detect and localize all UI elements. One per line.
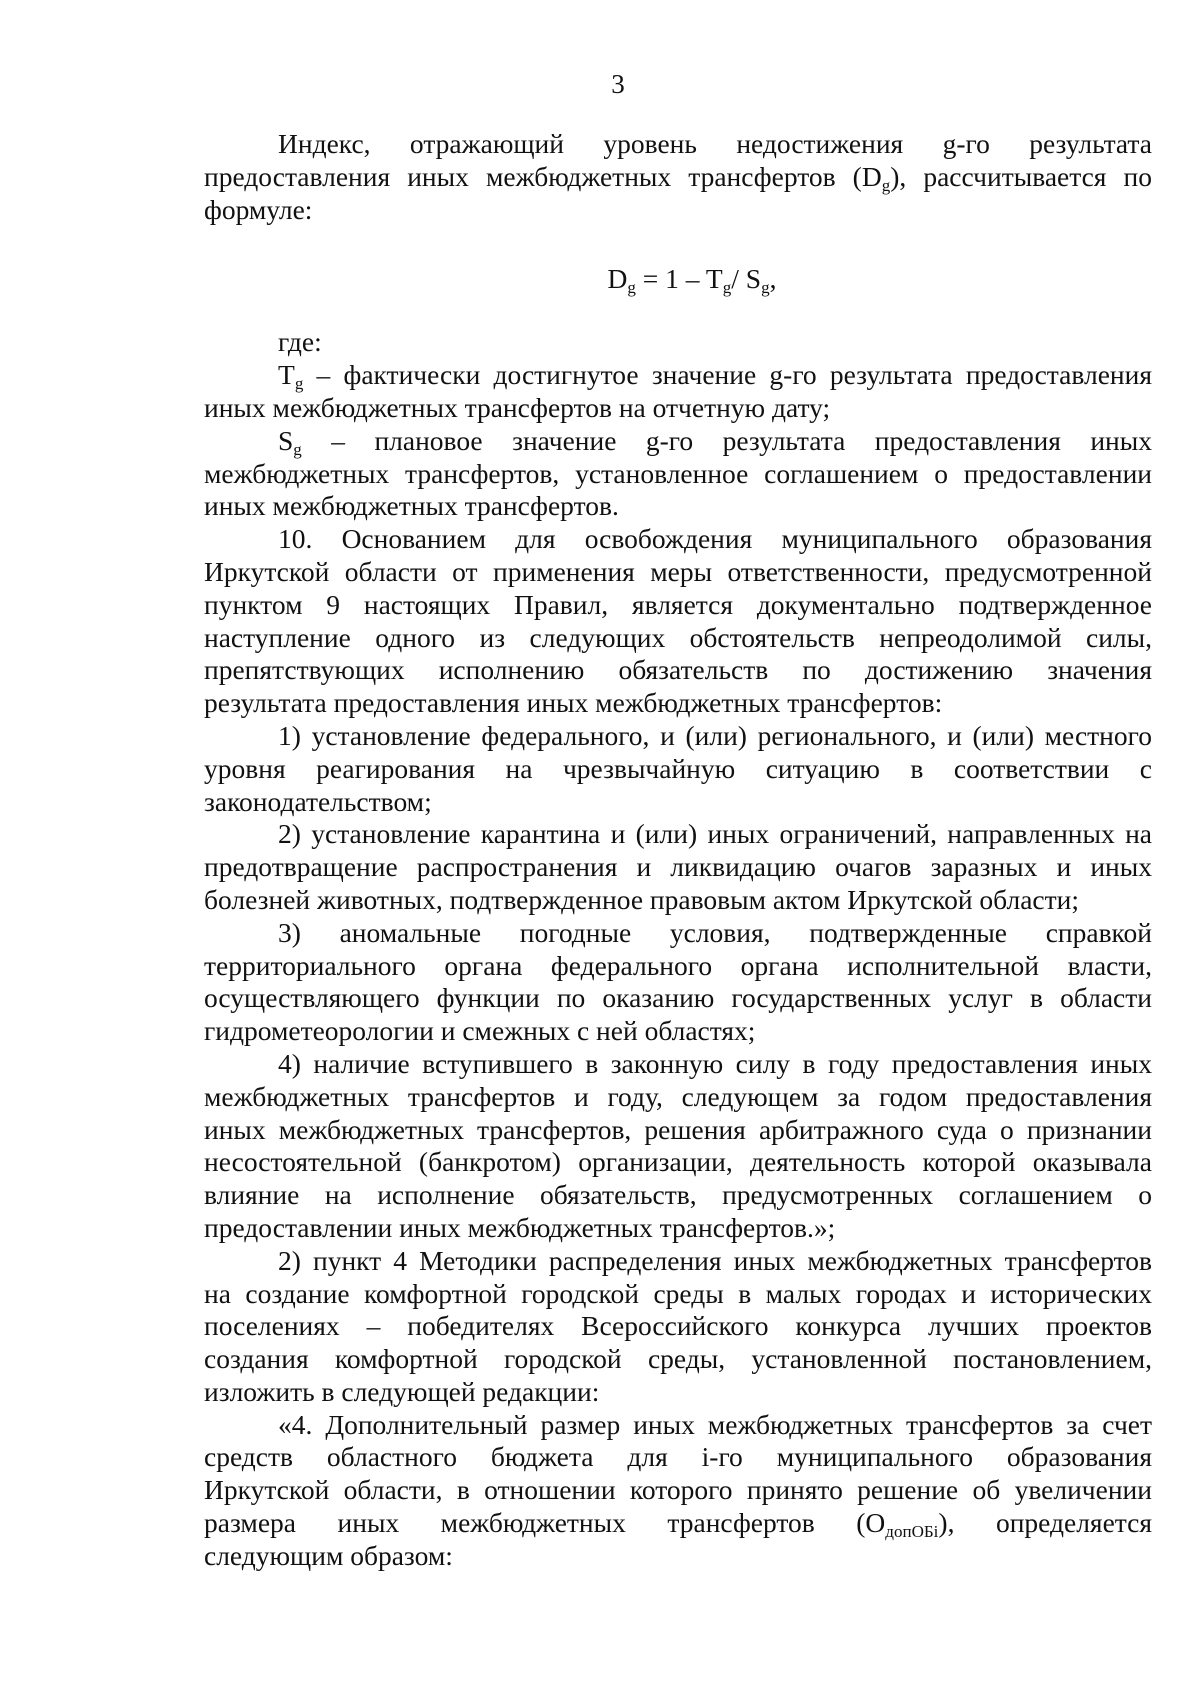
text-fragment: размера иных межбюджетных трансфертов (О	[204, 1507, 886, 1539]
text-line: 10. Основанием для освобождения муниципального образования	[278, 523, 1152, 555]
text-line: средств областного бюджета для i-го муниципального образования	[204, 1441, 1152, 1473]
subscript: g	[881, 175, 891, 195]
sg-definition	[204, 425, 1152, 523]
subscript: g	[722, 278, 732, 298]
text-line	[204, 425, 1152, 458]
text-line: 2) установление карантина и (или) иных ограничений, направленных на	[278, 818, 1152, 850]
text-fragment: ), определяется	[938, 1507, 1152, 1539]
text-line: Индекс, отражающий уровень недостижения g-го результата	[278, 128, 1152, 159]
text-line: наступление одного из следующих обстоятельств непреодолимой силы,	[204, 621, 1152, 653]
where-label: где:	[278, 326, 322, 358]
document-body	[204, 128, 1152, 1573]
text-line: изложить в следующей редакции:	[204, 1375, 600, 1407]
text-line: Иркутской области, в отношении которого принято решение об увеличении	[204, 1474, 1152, 1506]
text-line: влияние на исполнение обязательств, предусмотренных соглашением о	[204, 1179, 1152, 1211]
subscript: g	[761, 278, 770, 298]
text-line: 1) установление федерального, и (или) регионального, и (или) местного	[278, 719, 1152, 751]
formula-fragment: / S	[731, 263, 762, 295]
subscript: g	[627, 278, 636, 298]
tg-definition	[204, 359, 1152, 425]
text-line: следующим образом:	[204, 1539, 453, 1571]
text-fragment: ), рассчитывается по	[890, 160, 1152, 192]
text-line: предотвращение распространения и ликвидацию очагов заразных и иных	[204, 851, 1152, 883]
list-item	[204, 720, 1152, 818]
formula-symbol: S	[278, 424, 294, 456]
text-line: несостоятельной (банкротом) организации, деятельность которой оказывала	[204, 1146, 1152, 1178]
text-line: иных межбюджетных трансфертов, решения арбитражного суда о признании	[204, 1113, 1152, 1145]
page-number: 3	[611, 69, 625, 99]
text-line	[204, 1507, 1152, 1540]
text-line: препятствующих исполнению обязательств по достижению значения	[204, 654, 1152, 686]
text-line: 2) пункт 4 Методики распределения иных межбюджетных трансфертов	[278, 1244, 1152, 1276]
text-line: уровня реагирования на чрезвычайную ситуацию в соответствии с	[204, 752, 1152, 784]
text-line: результата предоставления иных межбюджетных трансфертов:	[204, 687, 943, 719]
formula-symbol: D	[607, 263, 628, 295]
formula	[232, 263, 1152, 298]
text-line: гидрометеорологии и смежных с ней областях;	[204, 1015, 756, 1047]
text-line	[204, 359, 1152, 392]
text-fragment: предоставления иных межбюджетных трансфертов (D	[204, 160, 882, 192]
text-line: предоставлении иных межбюджетных трансфертов.»;	[204, 1211, 836, 1243]
text-line: осуществляющего функции по оказанию государственных услуг в области	[204, 982, 1152, 1014]
text-line: болезней животных, подтвержденное правовым актом Иркутской области;	[204, 883, 1079, 915]
formula-fragment: = 1 – T	[635, 263, 723, 295]
text-line: 4) наличие вступившего в законную силу в году предоставления иных	[278, 1047, 1152, 1079]
text-line: создания комфортной городской среды, установленной постановлением,	[204, 1343, 1152, 1375]
text-line: межбюджетных трансфертов и году, следующем за годом предоставления	[204, 1080, 1152, 1112]
text-line: межбюджетных трансфертов, установленное соглашением о предоставлении	[204, 457, 1152, 489]
text-line: 3) аномальные погодные условия, подтвержденные справкой	[278, 916, 1152, 948]
text-line: законодательством;	[204, 785, 432, 817]
text-fragment: – фактически достигнутое значение g-го результата предоставления	[303, 359, 1152, 391]
subscript: g	[293, 439, 302, 459]
amendment-paragraph	[204, 1245, 1152, 1409]
text-line: Иркутской области от применения меры ответственности, предусмотренной	[204, 555, 1152, 587]
point-10-paragraph	[204, 523, 1152, 720]
text-line: иных межбюджетных трансфертов на отчетную дату;	[204, 391, 831, 423]
index-paragraph	[204, 128, 1152, 226]
text-line	[204, 161, 1152, 194]
text-fragment: – плановое значение g-го результата предоставления иных	[301, 424, 1152, 456]
text-line: на создание комфортной городской среды в малых городах и исторических	[204, 1277, 1152, 1309]
list-item	[204, 818, 1152, 916]
text-line: территориального органа федерального органа исполнительной власти,	[204, 949, 1152, 981]
point-4-paragraph	[204, 1409, 1152, 1573]
list-item	[204, 917, 1152, 1048]
formula-symbol: T	[278, 359, 295, 391]
formula-fragment: ,	[769, 263, 777, 295]
subscript: g	[294, 374, 304, 394]
text-line: «4. Дополнительный размер иных межбюджетных трансфертов за счет	[278, 1408, 1152, 1440]
text-line: формуле:	[204, 193, 313, 225]
subscript: допОБi	[885, 1522, 939, 1542]
list-item	[204, 1048, 1152, 1245]
text-line: пунктом 9 настоящих Правил, является документально подтвержденное	[204, 588, 1152, 620]
text-line: поселениях – победителях Всероссийского конкурса лучших проектов	[204, 1310, 1152, 1342]
text-line: иных межбюджетных трансфертов.	[204, 490, 619, 522]
